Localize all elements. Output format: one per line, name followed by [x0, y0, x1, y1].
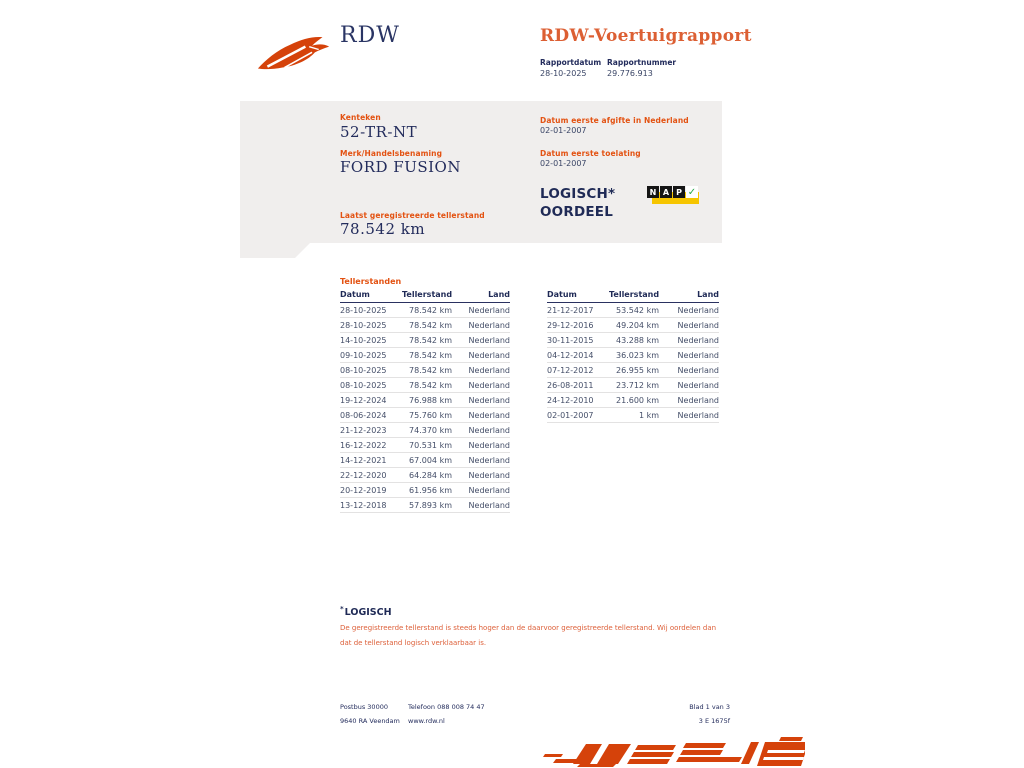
cell-tellerstand: 78.542 km	[409, 365, 452, 375]
report-title: RDW-Voertuigrapport	[540, 26, 752, 46]
table-row	[340, 423, 510, 438]
cell-datum: 08-06-2024	[340, 410, 387, 420]
table-body	[547, 303, 719, 423]
table-row	[547, 363, 719, 378]
cell-land: Nederland	[468, 380, 510, 390]
footnote-line-1: De geregistreerde tellerstand is steeds hoger dan de daarvoor geregistreerde tellerstand. Wij oordelen dan	[340, 624, 717, 632]
report-date-label: Rapportdatum	[540, 58, 602, 67]
report-date-value: 28-10-2025	[540, 69, 587, 78]
cell-tellerstand: 78.542 km	[409, 350, 452, 360]
cell-tellerstand: 76.988 km	[409, 395, 452, 405]
col-header-tellerstand: Tellerstand	[402, 290, 453, 299]
cell-land: Nederland	[468, 395, 510, 405]
cell-datum: 04-12-2014	[547, 350, 594, 360]
cell-land: Nederland	[468, 485, 510, 495]
table-row	[340, 318, 510, 333]
footer-address	[340, 700, 400, 728]
panel-corner-tab	[240, 243, 310, 258]
table-row	[547, 333, 719, 348]
cell-tellerstand: 53.542 km	[616, 305, 659, 315]
toelating-label: Datum eerste toelating	[540, 149, 641, 158]
table-row	[340, 393, 510, 408]
tellerstand-value: 78.542 km	[340, 220, 426, 238]
table-row	[547, 393, 719, 408]
cell-tellerstand: 49.204 km	[616, 320, 659, 330]
table-row	[340, 453, 510, 468]
cell-datum: 29-12-2016	[547, 320, 594, 330]
rdw-wing-logo-icon	[256, 27, 332, 72]
cell-tellerstand: 67.004 km	[409, 455, 452, 465]
cell-datum: 21-12-2023	[340, 425, 387, 435]
cell-tellerstand: 23.712 km	[616, 380, 659, 390]
cell-land: Nederland	[677, 335, 719, 345]
cell-tellerstand: 78.542 km	[409, 305, 452, 315]
table-row	[340, 363, 510, 378]
tellerstanden-table-right	[547, 290, 719, 423]
cell-land: Nederland	[468, 350, 510, 360]
cell-tellerstand: 64.284 km	[409, 470, 452, 480]
cell-land: Nederland	[677, 410, 719, 420]
cell-land: Nederland	[677, 395, 719, 405]
cell-datum: 28-10-2025	[340, 305, 387, 315]
rdw-logotype: RDW	[340, 23, 400, 48]
cell-datum: 30-11-2015	[547, 335, 594, 345]
footer-contact	[408, 700, 485, 728]
table-row	[340, 333, 510, 348]
nap-logo	[647, 186, 703, 206]
cell-datum: 14-10-2025	[340, 335, 387, 345]
table-row	[547, 318, 719, 333]
cell-land: Nederland	[468, 500, 510, 510]
table-row	[340, 498, 510, 513]
table-row	[340, 348, 510, 363]
col-header-tellerstand: Tellerstand	[609, 290, 660, 299]
cell-datum: 21-12-2017	[547, 305, 594, 315]
cell-tellerstand: 36.023 km	[616, 350, 659, 360]
cell-land: Nederland	[677, 305, 719, 315]
nap-letter-p: P	[673, 186, 685, 198]
footer-website: www.rdw.nl	[408, 717, 445, 725]
cell-datum: 20-12-2019	[340, 485, 387, 495]
tellerstand-label: Laatst geregistreerde tellerstand	[340, 211, 485, 220]
cell-tellerstand: 43.288 km	[616, 335, 659, 345]
cell-tellerstand: 78.542 km	[409, 335, 452, 345]
nap-logo-squares	[647, 186, 698, 198]
merk-label: Merk/Handelsbenaming	[340, 149, 443, 158]
cell-tellerstand: 57.893 km	[409, 500, 452, 510]
cell-datum: 16-12-2022	[340, 440, 387, 450]
report-number-value: 29.776.913	[607, 69, 653, 78]
cell-land: Nederland	[677, 350, 719, 360]
cell-datum: 26-08-2011	[547, 380, 594, 390]
col-header-land: Land	[488, 290, 510, 299]
oordeel-line1: LOGISCH*	[540, 186, 616, 202]
oordeel-verdict	[540, 185, 615, 221]
cell-land: Nederland	[468, 470, 510, 480]
table-row	[340, 303, 510, 318]
cell-land: Nederland	[468, 440, 510, 450]
kenteken-value: 52-TR-NT	[340, 123, 418, 141]
afgifte-label: Datum eerste afgifte in Nederland	[540, 116, 689, 125]
table-header	[547, 290, 719, 303]
kenteken-label: Kenteken	[340, 113, 381, 122]
cell-tellerstand: 1 km	[638, 410, 659, 420]
cell-land: Nederland	[468, 425, 510, 435]
cell-tellerstand: 26.955 km	[616, 365, 659, 375]
cell-tellerstand: 75.760 km	[409, 410, 452, 420]
col-header-land: Land	[697, 290, 719, 299]
footer-postbus: Postbus 30000	[340, 703, 388, 711]
cell-datum: 22-12-2020	[340, 470, 387, 480]
cell-datum: 08-10-2025	[340, 380, 387, 390]
toelating-value: 02-01-2007	[540, 159, 587, 168]
footer-phone: Telefoon 088 008 74 47	[408, 703, 485, 711]
table-body	[340, 303, 510, 513]
footer-form-code: 3 E 1675f	[698, 717, 730, 725]
nap-checkmark-icon: ✓	[687, 186, 697, 198]
col-header-datum: Datum	[340, 290, 370, 299]
footnote-line-2: dat de tellerstand logisch verklaarbaar is.	[340, 638, 487, 647]
table-row	[547, 303, 719, 318]
cell-land: Nederland	[468, 335, 510, 345]
cell-datum: 24-12-2010	[547, 395, 594, 405]
cell-land: Nederland	[468, 455, 510, 465]
tellerstanden-title: Tellerstanden	[340, 277, 402, 286]
footer-city: 9640 RA Veendam	[340, 717, 400, 725]
table-row	[547, 408, 719, 423]
cell-datum: 28-10-2025	[340, 320, 387, 330]
cell-tellerstand: 70.531 km	[409, 440, 452, 450]
cell-datum: 09-10-2025	[340, 350, 387, 360]
afgifte-value: 02-01-2007	[540, 126, 587, 135]
tellerstanden-table-left	[340, 290, 510, 513]
cell-land: Nederland	[677, 320, 719, 330]
cell-land: Nederland	[468, 320, 510, 330]
logisch-footnote-heading	[340, 605, 392, 618]
footer-page-info	[689, 700, 730, 728]
asterisk-mark: *	[340, 605, 344, 613]
table-row	[340, 378, 510, 393]
oordeel-line2: OORDEEL	[540, 204, 614, 220]
decorative-stripes-graphic	[543, 736, 805, 768]
cell-tellerstand: 78.542 km	[409, 380, 452, 390]
table-row	[340, 408, 510, 423]
cell-land: Nederland	[468, 305, 510, 315]
cell-datum: 02-01-2007	[547, 410, 594, 420]
cell-land: Nederland	[468, 365, 510, 375]
nap-letter-n: N	[647, 186, 659, 198]
cell-tellerstand: 21.600 km	[616, 395, 659, 405]
cell-datum: 19-12-2024	[340, 395, 387, 405]
table-row	[340, 483, 510, 498]
table-header	[340, 290, 510, 303]
cell-datum: 14-12-2021	[340, 455, 387, 465]
cell-land: Nederland	[468, 410, 510, 420]
table-row	[340, 438, 510, 453]
cell-tellerstand: 61.956 km	[409, 485, 452, 495]
cell-land: Nederland	[677, 365, 719, 375]
nap-letter-a: A	[660, 186, 672, 198]
cell-tellerstand: 78.542 km	[409, 320, 452, 330]
logisch-footnote-text	[340, 621, 716, 650]
table-row	[340, 468, 510, 483]
cell-tellerstand: 74.370 km	[409, 425, 452, 435]
col-header-datum: Datum	[547, 290, 577, 299]
table-row	[547, 378, 719, 393]
merk-value: FORD FUSION	[340, 158, 461, 176]
table-row	[547, 348, 719, 363]
logisch-word: LOGISCH	[344, 607, 392, 618]
report-number-label: Rapportnummer	[607, 58, 677, 67]
cell-datum: 13-12-2018	[340, 500, 387, 510]
footer-page-number: Blad 1 van 3	[689, 703, 730, 711]
cell-datum: 08-10-2025	[340, 365, 387, 375]
cell-datum: 07-12-2012	[547, 365, 594, 375]
cell-land: Nederland	[677, 380, 719, 390]
